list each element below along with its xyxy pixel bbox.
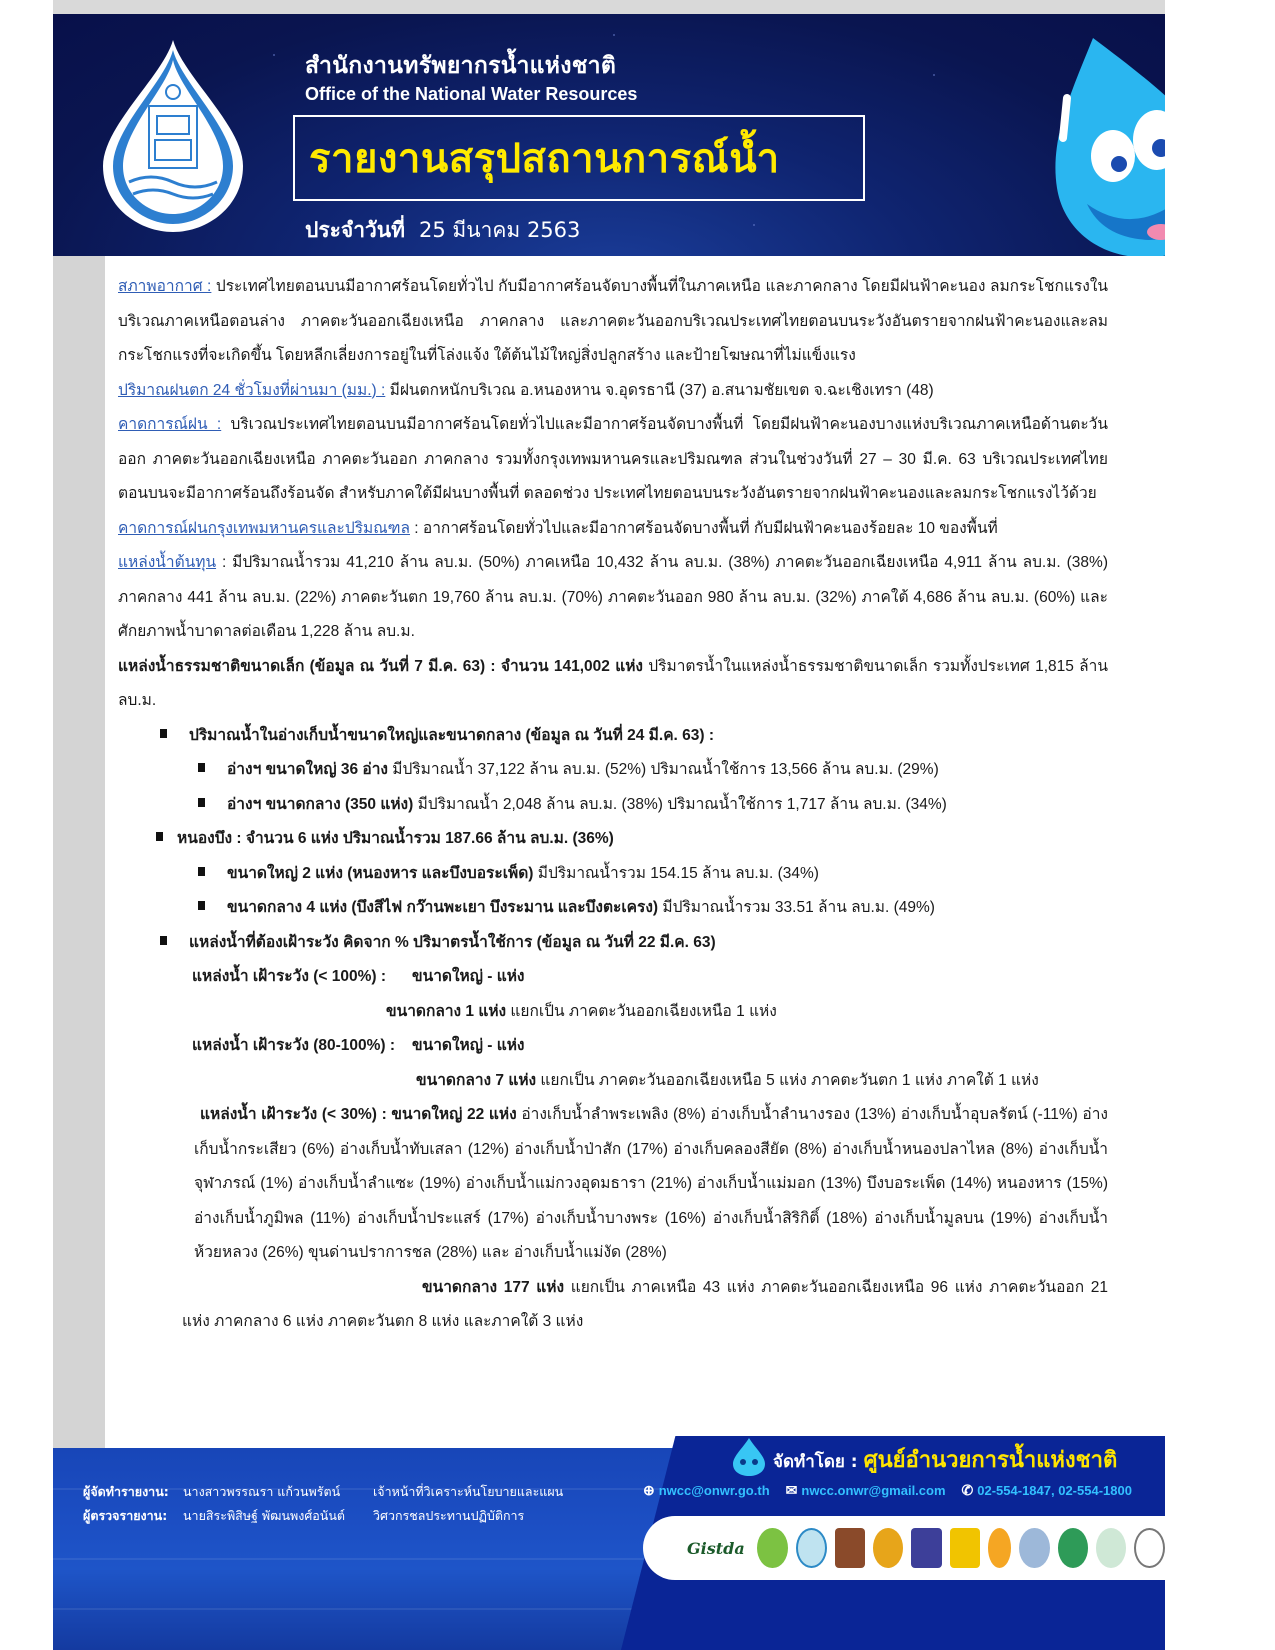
report-title-box — [293, 115, 865, 201]
report-footer — [53, 1448, 1165, 1650]
swamps-heading-row — [118, 822, 1108, 857]
weather-label[interactable]: สภาพอากาศ : — [118, 278, 212, 295]
website-contact[interactable] — [643, 1482, 770, 1499]
checked-by-role: วิศวกรชลประทานปฏิบัติการ — [373, 1508, 525, 1523]
list-item — [118, 753, 1108, 788]
small-sources-text: ปริมาตรน้ำในแหล่งน้ำธรรมชาติขนาดเล็ก รวมทั้งประเทศ 1,815 ล้าน ลบ.ม. — [118, 657, 1108, 709]
watch-over100-medium-text: แยกเป็น ภาคตะวันออกเฉียงเหนือ 1 แห่ง — [506, 1002, 777, 1020]
bullet-icon — [198, 901, 205, 910]
top-strip — [53, 0, 1165, 14]
checked-by-label: ผู้ตรวจรายงาน: — [83, 1508, 168, 1523]
partner-logo-crown-icon — [873, 1528, 903, 1568]
phone-contact[interactable] — [962, 1482, 1132, 1499]
partner-logo-leaf-icon — [757, 1528, 787, 1568]
bullet-icon — [198, 798, 205, 807]
partner-logo-arch-icon — [796, 1528, 827, 1568]
bullet-icon — [160, 729, 167, 738]
date-value: 25 มีนาคม 2563 — [418, 218, 581, 242]
watch-under30-large-label: ขนาดใหญ่ 22 แห่ง — [386, 1106, 517, 1123]
forecast-label[interactable]: คาดการณ์ฝน : — [118, 416, 222, 433]
phone-text: 02-554-1847, 02-554-1800 — [977, 1483, 1132, 1498]
globe-icon: ⊕ — [643, 1482, 655, 1498]
made-by-org: ศูนย์อำนวยการน้ำแห่งชาติ — [863, 1448, 1118, 1473]
date-label: ประจำวันที่ — [305, 218, 405, 242]
partner-logo-pale-seal-icon — [1096, 1528, 1126, 1568]
watch-over100-medium-row — [118, 995, 1108, 1030]
reservoir-large-text: มีปริมาณน้ำ 37,122 ล้าน ลบ.ม. (52%) ปริมาณน้ำใช้การ 13,566 ล้าน ลบ.ม. (29%) — [387, 761, 939, 778]
email-text: nwcc.onwr@gmail.com — [801, 1483, 946, 1498]
watch-over100-medium-label: ขนาดกลาง 1 แห่ง — [386, 1002, 507, 1020]
partner-logo-badge-icon — [911, 1528, 941, 1568]
rainfall-label[interactable]: ปริมาณฝนตก 24 ชั่วโมงที่ผ่านมา (มม.) : — [118, 381, 386, 399]
forecast-section — [118, 408, 1108, 512]
source-water-label[interactable]: แหล่งน้ำต้นทุน — [118, 554, 217, 571]
water-drop-mascot-icon — [1053, 28, 1165, 256]
list-item — [118, 788, 1108, 823]
watch-80-100-medium-label: ขนาดกลาง 7 แห่ง — [416, 1071, 537, 1089]
source-water-text: : มีปริมาณน้ำรวม 41,210 ล้าน ลบ.ม. (50%) ภาคเหนือ 10,432 ล้าน ลบ.ม. (38%) ภาคตะวันออกเฉียงเหนือ 4,911 ล้าน ลบ.ม. (38%) ภาคกลาง 441 ล้าน ลบ.ม. (22%) ภาคตะวันตก 19,760 ล้าน ลบ.ม. (70%) ภาคตะวันออก 980 ล้าน ลบ.ม. (32%) ภาคใต้ 4,686 ล้าน ลบ.ม. (60%) และศักยภาพน้ำบาดาลต่อเดือน 1,228 ล้าน ลบ.ม. — [118, 554, 1108, 640]
partner-logo-emblem-icon — [1019, 1528, 1049, 1568]
prepared-by-label: ผู้จัดทำรายงาน: — [83, 1484, 169, 1499]
made-by-label: จัดทำโดย : — [773, 1452, 858, 1472]
watch-80-100-medium-row — [118, 1064, 1108, 1099]
forecast-text: บริเวณประเทศไทยตอนบนมีอากาศร้อนโดยทั่วไปและมีอากาศร้อนจัดบางพื้นที่ โดยมีฝนฟ้าคะนองบางแห่งบริเวณภาคเหนือด้านตะวันออก ภาคตะวันออกเฉียงเหนือ ภาคตะวันออก ภาคกลาง รวมทั้งกรุงเทพมหานครและปริมณฑล ส่วนในช่วงวันที่ 27 – 30 มี.ค. 63 บริเวณประเทศไทยตอนบนจะมีอากาศร้อนถึงร้อนจัด สำหรับภาคใต้มีฝนบางพื้นที่ ตลอดช่วง ประเทศไทยตอนบนระวังอันตรายจากฝนฟ้าคะนองและลมกระโชกแรงไว้ด้วย — [118, 416, 1108, 502]
watch-under30-label: แหล่งน้ำ เฝ้าระวัง (< 30%) : — [200, 1106, 387, 1123]
org-name-thai: สำนักงานทรัพยากรน้ำแห่งชาติ — [305, 53, 617, 79]
watch-under30-medium-block — [118, 1271, 1108, 1340]
small-sources-section — [118, 650, 1108, 719]
watch-80-100-medium-text: แยกเป็น ภาคตะวันออกเฉียงเหนือ 5 แห่ง ภาคตะวันตก 1 แห่ง ภาคใต้ 1 แห่ง — [536, 1071, 1039, 1089]
small-sources-heading: แหล่งน้ำธรรมชาติขนาดเล็ก (ข้อมูล ณ วันที่ 7 มี.ค. 63) : จำนวน 141,002 แห่ง — [118, 657, 643, 675]
footer-org-content — [643, 1436, 1165, 1650]
reservoirs-heading-row — [118, 719, 1108, 754]
contact-row — [643, 1482, 1132, 1499]
watch-over100-large: ขนาดใหญ่ - แห่ง — [412, 968, 525, 985]
watch-over100-row — [118, 960, 1108, 995]
watch-80-100-row — [118, 1029, 1108, 1064]
report-body — [118, 270, 1108, 1340]
checked-by-name: นายสิระพิสิษฐ์ พัฒนพงศ์อนันต์ — [183, 1508, 345, 1523]
bullet-icon — [198, 763, 205, 772]
partner-logo-bar — [643, 1516, 1165, 1580]
watch-80-100-label: แหล่งน้ำ เฝ้าระวัง (80-100%) : — [192, 1037, 396, 1054]
weather-text: ประเทศไทยตอนบนมีอากาศร้อนโดยทั่วไป กับมีอากาศร้อนจัดบางพื้นที่ในภาคเหนือ และภาคกลาง โดยมีฝนฟ้าคะนอง ลมกระโชกแรงในบริเวณภาคเหนือตอนล่าง ภาคตะวันออกเฉียงเหนือ ภาคกลาง และภาคตะวันออกบริเวณประเทศไทยตอนบนระวังอันตรายจากฝนฟ้าคะนองและลมกระโชกแรงที่จะเกิดขึ้น โดยหลีกเลี่ยงการอยู่ในที่โล่งแจ้ง ใต้ต้นไม้ใหญ่สิ่งปลูกสร้าง และป้ายโฆษณาที่ไม่แข็งแรง — [118, 278, 1108, 364]
swamps-heading: หนองบึง : จำนวน 6 แห่ง ปริมาณน้ำรวม 187.66 ล้าน ลบ.ม. (36%) — [177, 830, 614, 847]
list-item — [118, 891, 1108, 926]
swamp-large-label: ขนาดใหญ่ 2 แห่ง (หนองหาร และบึงบอระเพ็ด) — [227, 864, 534, 882]
report-date — [305, 214, 580, 247]
weather-section — [118, 270, 1108, 374]
swamp-medium-label: ขนาดกลาง 4 แห่ง (บึงสีไฟ กว๊านพะเยา บึงระมาน และบึงตะเครง) — [227, 899, 659, 916]
rainfall-text: มีฝนตกหนักบริเวณ อ.หนองหาน จ.อุดรธานี (37) อ.สนามชัยเขต จ.ฉะเชิงเทรา (48) — [385, 381, 934, 399]
watch-80-100-large: ขนาดใหญ่ - แห่ง — [412, 1037, 525, 1054]
swamp-medium-text: มีปริมาณน้ำรวม 33.51 ล้าน ลบ.ม. (49%) — [658, 899, 935, 916]
left-gutter — [53, 256, 105, 1448]
partner-logo-green-seal-icon — [1058, 1528, 1088, 1568]
watch-under30-large-block — [118, 1098, 1108, 1271]
watch-under30-medium-label: ขนาดกลาง 177 แห่ง — [422, 1278, 565, 1296]
source-water-section — [118, 546, 1108, 650]
decor-star — [753, 224, 755, 226]
decor-star — [273, 54, 275, 56]
partner-logo-map-icon — [988, 1528, 1011, 1568]
watch-heading-row — [118, 926, 1108, 961]
bkk-forecast-label[interactable]: คาดการณ์ฝนกรุงเทพมหานครและปริมณฑล — [118, 519, 410, 537]
rainfall-section — [118, 374, 1108, 409]
water-drop-mascot-small-icon — [729, 1436, 769, 1476]
bullet-icon — [160, 936, 167, 945]
partner-logo-shield-icon — [835, 1528, 865, 1568]
watch-under30-medium-text: แยกเป็น ภาคเหนือ 43 แห่ง ภาคตะวันออกเฉียงเหนือ 96 แห่ง ภาคตะวันออก 21 แห่ง ภาคกลาง 6 แห่ง ภาคตะวันตก 8 แห่ง และภาคใต้ 3 แห่ง — [182, 1278, 1108, 1330]
swamp-large-text: มีปริมาณน้ำรวม 154.15 ล้าน ลบ.ม. (34%) — [533, 864, 819, 882]
report-title: รายงานสรุปสถานการณ์น้ำ — [309, 136, 780, 182]
checked-by-row — [83, 1506, 603, 1526]
list-item — [118, 857, 1108, 892]
reservoir-medium-label: อ่างฯ ขนาดกลาง (350 แห่ง) — [227, 795, 414, 813]
phone-icon: ✆ — [961, 1482, 974, 1498]
prepared-by-row — [83, 1482, 603, 1502]
decor-star — [933, 74, 935, 76]
reservoirs-heading: ปริมาณน้ำในอ่างเก็บน้ำขนาดใหญ่และขนาดกลาง (ข้อมูล ณ วันที่ 24 มี.ค. 63) : — [189, 726, 715, 744]
bkk-forecast-text: : อากาศร้อนโดยทั่วไปและมีอากาศร้อนจัดบางพื้นที่ กับมีฝนฟ้าคะนองร้อยละ 10 ของพื้นที่ — [410, 519, 998, 537]
org-name-english: Office of the National Water Resources — [305, 84, 638, 104]
partner-logo-gistda: Gistda — [687, 1538, 745, 1558]
bullet-icon — [156, 832, 163, 841]
reservoir-large-label: อ่างฯ ขนาดใหญ่ 36 อ่าง — [227, 761, 388, 778]
watch-heading: แหล่งน้ำที่ต้องเฝ้าระวัง คิดจาก % ปริมาตรน้ำใช้การ (ข้อมูล ณ วันที่ 22 มี.ค. 63) — [189, 933, 716, 951]
email-contact[interactable] — [786, 1482, 946, 1499]
bkk-forecast-section — [118, 512, 1108, 547]
report-header — [53, 14, 1165, 256]
watch-over100-label: แหล่งน้ำ เฝ้าระวัง (< 100%) : — [192, 968, 386, 985]
watch-under30-large-text: อ่างเก็บน้ำลำพระเพลิง (8%) อ่างเก็บน้ำลำนางรอง (13%) อ่างเก็บน้ำอุบลรัตน์ (-11%) อ่างเก็บน้ำกระเสียว (6%) อ่างเก็บน้ำทับเสลา (12%) อ่างเก็บน้ำป่าสัก (17%) อ่างเก็บคลองสียัด (8%) อ่างเก็บน้ำหนองปลาไหล (8%) อ่างเก็บน้ำจุฬาภรณ์ (1%) อ่างเก็บน้ำลำแซะ (19%) อ่างเก็บน้ำแม่กวงอุดมธารา (21%) อ่างเก็บน้ำแม่มอก (13%) บึงบอระเพ็ด (14%) หนองหาร (15%) อ่างเก็บน้ำภูมิพล (11%) อ่างเก็บน้ำประแสร์ (17%) อ่างเก็บน้ำบางพระ (16%) อ่างเก็บน้ำสิริกิติ์ (18%) อ่างเก็บน้ำมูลบน (19%) อ่างเก็บน้ำห้วยหลวง (26%) ขุนด่านปราการชล (28%) และ อ่างเก็บน้ำแม่งัด (28%) — [194, 1106, 1108, 1261]
website-text: nwcc@onwr.go.th — [658, 1483, 770, 1498]
mail-icon: ✉ — [785, 1482, 798, 1498]
partner-logo-hand-icon — [950, 1528, 980, 1568]
prepared-by-name: นางสาวพรรณรา แก้วนพรัตน์ — [183, 1484, 341, 1499]
decor-star — [613, 34, 615, 36]
bullet-icon — [198, 867, 205, 876]
made-by — [773, 1442, 1117, 1477]
prepared-by-role: เจ้าหน้าที่วิเคราะห์นโยบายและแผน — [373, 1484, 564, 1499]
partner-logo-figure-icon — [1134, 1528, 1165, 1568]
onwr-emblem-icon — [93, 36, 253, 236]
reservoir-medium-text: มีปริมาณน้ำ 2,048 ล้าน ลบ.ม. (38%) ปริมาณน้ำใช้การ 1,717 ล้าน ลบ.ม. (34%) — [413, 795, 947, 813]
